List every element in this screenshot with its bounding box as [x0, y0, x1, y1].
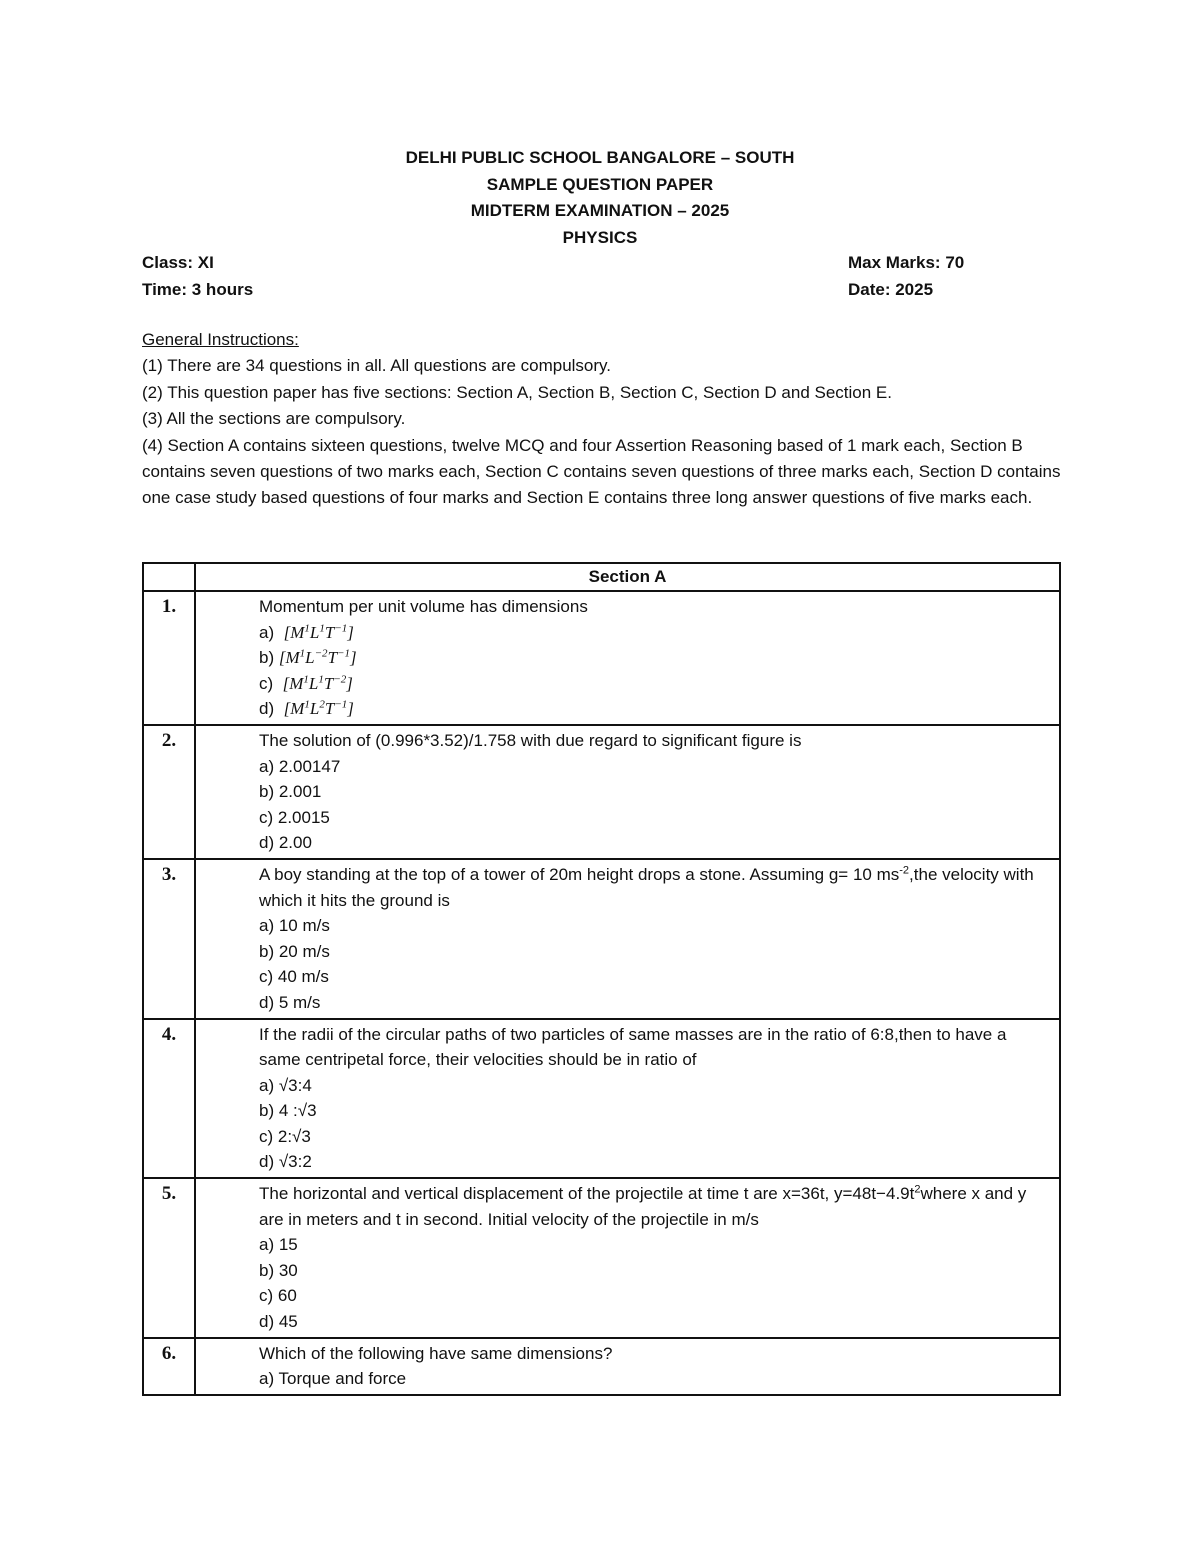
- question-number: 4.: [143, 1019, 195, 1179]
- option: d) 5 m/s: [259, 992, 321, 1012]
- option: a) Torque and force: [259, 1369, 407, 1389]
- question-text: Which of the following have same dimensions?: [259, 1343, 613, 1363]
- question-body: [195, 725, 1060, 859]
- questions-table: [142, 562, 1061, 1396]
- option: c) 60: [259, 1286, 297, 1306]
- question-text: If the radii of the circular paths of two particles of same masses are in the ratio of 6:8,then to have a same centripetal force, their velocities should be in ratio of: [259, 1024, 1007, 1070]
- option-letter: c): [259, 673, 274, 693]
- question-row: [143, 591, 1060, 725]
- instruction-item: (4) Section A contains sixteen questions, twelve MCQ and four Assertion Reasoning based of 1 mark each, Section B contains seven questions of two marks each, Section C contains seven questions of three marks each, Section D contains one case study based questions of four marks and Section E contains three long answer questions of five marks each.: [142, 435, 1061, 508]
- question-row: [143, 1178, 1060, 1338]
- question-body: [195, 1178, 1060, 1338]
- question-body: [195, 591, 1060, 725]
- option-letter: a): [259, 622, 275, 642]
- option: d) 2.00: [259, 833, 312, 853]
- option-letter: d): [259, 699, 275, 719]
- instructions-heading: General Instructions:: [142, 330, 299, 349]
- question-number: 1.: [143, 591, 195, 725]
- max-marks-label: Max Marks: 70: [848, 253, 965, 272]
- option: d) √3:2: [259, 1152, 312, 1172]
- school-name: DELHI PUBLIC SCHOOL BANGALORE – SOUTH: [405, 148, 795, 167]
- dimension-formula: $[M^1L^1T^{-1}]$: [283, 621, 354, 642]
- question-row: [143, 725, 1060, 859]
- question-text: Momentum per unit volume has dimensions: [259, 597, 588, 616]
- option: b) 4 :√3: [259, 1101, 317, 1121]
- section-header-blank-cell: [143, 563, 195, 591]
- option: b) 20 m/s: [259, 941, 330, 961]
- question-row: [143, 859, 1060, 1019]
- question-text: A boy standing at the top of a tower of 20m height drops a stone. Assuming g= 10 $ms^{-2},the$ velocity with which it hits the ground is: [259, 864, 1034, 910]
- dimension-formula: $[M^1L^1T^{-2}]$: [282, 673, 353, 693]
- question-row: [143, 1338, 1060, 1395]
- option: [259, 645, 1051, 671]
- dimension-formula: $[M^1L^2T^{-1}]$: [283, 698, 354, 719]
- option-letter: b): [259, 648, 275, 668]
- question-number: 3.: [143, 859, 195, 1019]
- question-number: 5.: [143, 1178, 195, 1338]
- option: a) 15: [259, 1235, 298, 1255]
- dimension-formula: $[M^1L^{-2}T^{-1}]$: [278, 647, 357, 668]
- question-body: [195, 859, 1060, 1019]
- section-header-row: [143, 563, 1060, 591]
- option: b) 30: [259, 1260, 298, 1280]
- option: [259, 620, 1051, 646]
- option: [259, 671, 1051, 697]
- option: a) 10 m/s: [259, 916, 330, 936]
- option: a) 2.00147: [259, 756, 341, 776]
- exam-title: MIDTERM EXAMINATION – 2025: [470, 201, 730, 221]
- instruction-item: (1) There are 34 questions in all. All questions are compulsory.: [142, 356, 612, 376]
- meta-right: [848, 249, 964, 303]
- question-body: [195, 1338, 1060, 1395]
- instruction-item: (3) All the sections are compulsory.: [142, 409, 406, 429]
- option: c) 2.0015: [259, 807, 330, 827]
- section-title: Section A: [195, 563, 1060, 591]
- question-text: The solution of (0.996*3.52)/1.758 with due regard to significant figure is: [259, 730, 802, 750]
- option: a) √3:4: [259, 1075, 312, 1095]
- option: c) 40 m/s: [259, 967, 329, 987]
- question-number: 6.: [143, 1338, 195, 1395]
- subject-title: PHYSICS: [562, 227, 638, 247]
- option: d) 45: [259, 1312, 298, 1332]
- meta-left: [142, 249, 253, 303]
- option: b) 2.001: [259, 782, 322, 802]
- question-row: [143, 1019, 1060, 1179]
- date-label: Date: 2025: [848, 280, 934, 299]
- instruction-item: (2) This question paper has five sections: Section A, Section B, Section C, Section D and Section E.: [142, 382, 892, 402]
- paper-type: SAMPLE QUESTION PAPER: [486, 174, 714, 194]
- time-label: Time: 3 hours: [142, 280, 254, 299]
- question-number: 2.: [143, 725, 195, 859]
- question-text: The horizontal and vertical displacement of the projectile at time t are x=36t, $y=48t-4.9t^2where$ x and y are in meters and t in second. Initial velocity of the projectile in m/s: [259, 1183, 1027, 1229]
- general-instructions: [142, 327, 1067, 512]
- paper-header: [0, 145, 1200, 251]
- question-body: [195, 1019, 1060, 1179]
- option: c) 2:√3: [259, 1126, 311, 1146]
- class-label: Class: XI: [142, 253, 214, 272]
- option: [259, 696, 1051, 722]
